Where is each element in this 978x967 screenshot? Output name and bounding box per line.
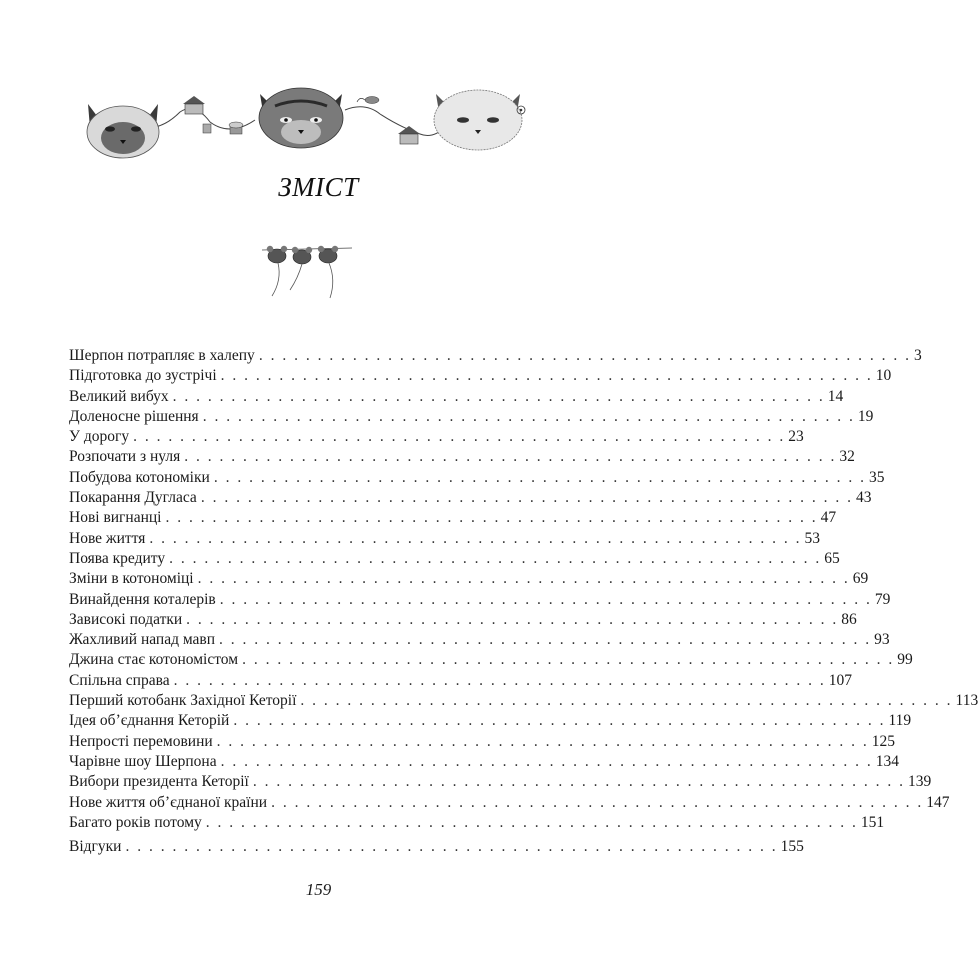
toc-leader-dots: . . . . . . . . . . . . . . . . . . . . . . . . . . . . . . . . . . . . . . . . . . . . . . . . . . . . . . . .	[216, 732, 869, 750]
toc-leader-dots: . . . . . . . . . . . . . . . . . . . . . . . . . . . . . . . . . . . . . . . . . . . . . . . . . . . . . . . .	[220, 752, 873, 770]
toc-leader-dots: . . . . . . . . . . . . . . . . . . . . . . . . . . . . . . . . . . . . . . . . . . . . . . . . . . . . . . . .	[233, 712, 886, 730]
toc-entry	[69, 752, 899, 772]
toc-entry	[69, 650, 913, 670]
toc-leader-dots: . . . . . . . . . . . . . . . . . . . . . . . . . . . . . . . . . . . . . . . . . . . . . . . . . . . . . . . .	[169, 549, 822, 567]
toc-entry	[69, 427, 804, 447]
toc-entry-page: 119	[888, 712, 912, 730]
toc-entry	[69, 711, 912, 731]
toc-entry-page: 134	[875, 752, 899, 770]
toc-leader-dots: . . . . . . . . . . . . . . . . . . . . . . . . . . . . . . . . . . . . . . . . . . . . . . . . . . . . . . . .	[242, 651, 895, 669]
toc-entry	[69, 529, 821, 549]
toc-entry-page: 69	[852, 570, 869, 588]
toc-entry-title: Жахливий напад мавп	[69, 631, 216, 649]
toc-entry-page: 99	[897, 651, 913, 669]
toc-entry-title: Вибори президента Кеторії	[69, 773, 249, 791]
table-of-contents	[69, 346, 978, 857]
toc-entry-title: Нове життя	[69, 529, 146, 547]
jar-icon	[203, 124, 211, 133]
toc-entry	[69, 488, 872, 508]
toc-entry	[69, 691, 978, 711]
cake-icon	[229, 122, 243, 134]
toc-entry-title: Непрості перемовини	[69, 732, 213, 750]
toc-entry	[69, 630, 890, 650]
toc-leader-dots: . . . . . . . . . . . . . . . . . . . . . . . . . . . . . . . . . . . . . . . . . . . . . . . . . . . . . . . .	[173, 671, 826, 689]
toc-leader-dots: . . . . . . . . . . . . . . . . . . . . . . . . . . . . . . . . . . . . . . . . . . . . . . . . . . . . . . . .	[271, 793, 924, 811]
toc-entry-title: Доленосне рішення	[69, 407, 199, 425]
cats-garland-illustration	[80, 82, 550, 162]
toc-entry	[69, 346, 922, 366]
toc-leader-dots: . . . . . . . . . . . . . . . . . . . . . . . . . . . . . . . . . . . . . . . . . . . . . . . . . . . . . . . .	[184, 448, 837, 466]
toc-leader-dots: . . . . . . . . . . . . . . . . . . . . . . . . . . . . . . . . . . . . . . . . . . . . . . . . . . . . . . . .	[205, 813, 858, 831]
toc-entry-title: Спільна справа	[69, 671, 170, 689]
toc-entry	[69, 732, 896, 752]
toc-entry	[69, 772, 932, 792]
toc-leader-dots: . . . . . . . . . . . . . . . . . . . . . . . . . . . . . . . . . . . . . . . . . . . . . . . . . . . . . . . .	[213, 468, 866, 486]
toc-entry-title: Відгуки	[69, 838, 122, 856]
toc-entry-page: 10	[875, 367, 892, 385]
toc-entry-page: 107	[828, 671, 852, 689]
toc-entry-page: 3	[913, 347, 922, 364]
toc-entry-page: 23	[788, 428, 804, 446]
toc-entry	[69, 366, 892, 386]
toc-entry-title: Великий вибух	[69, 387, 169, 405]
toc-entry-page: 93	[874, 631, 890, 649]
toc-leader-dots: . . . . . . . . . . . . . . . . . . . . . . . . . . . . . . . . . . . . . . . . . . . . . . . . . . . . . . . .	[149, 529, 802, 547]
tabby-cat-icon	[259, 88, 343, 148]
toc-entry-page: 53	[804, 529, 821, 547]
toc-entry-page: 113	[955, 692, 978, 710]
house-icon	[398, 126, 420, 144]
toc-entry-title: Перший котобанк Західної Кеторії	[69, 692, 297, 710]
toc-entry-page: 14	[827, 387, 844, 405]
toc-entry	[69, 387, 844, 407]
toc-entry-page: 125	[871, 732, 896, 750]
page-number: 159	[305, 880, 332, 899]
toc-entry	[69, 508, 837, 528]
toc-leader-dots: . . . . . . . . . . . . . . . . . . . . . . . . . . . . . . . . . . . . . . . . . . . . . . . . . . . . . . . .	[300, 692, 953, 710]
toc-entry-title: Шерпон потрапляє в халепу	[69, 347, 255, 364]
mouse-icon	[318, 246, 338, 298]
house-icon	[183, 96, 205, 114]
toc-entry-title: Джина стає котономістом	[69, 651, 239, 669]
toc-entry-page: 19	[857, 407, 874, 425]
toc-entry-title: Зміни в котономіці	[69, 570, 194, 588]
toc-leader-dots: . . . . . . . . . . . . . . . . . . . . . . . . . . . . . . . . . . . . . . . . . . . . . . . . . . . . . . . .	[125, 838, 778, 856]
toc-entry	[69, 610, 857, 630]
toc-leader-dots: . . . . . . . . . . . . . . . . . . . . . . . . . . . . . . . . . . . . . . . . . . . . . . . . . . . . . . . .	[202, 407, 855, 425]
toc-leader-dots: . . . . . . . . . . . . . . . . . . . . . . . . . . . . . . . . . . . . . . . . . . . . . . . . . . . . . . . .	[219, 631, 872, 649]
toc-entry-title: Нове життя об’єднаної країни	[69, 793, 268, 811]
toc-entry	[69, 793, 950, 813]
mice-illustration	[252, 238, 362, 300]
toc-entry-title: Нові вигнанці	[69, 509, 162, 527]
toc-leader-dots: . . . . . . . . . . . . . . . . . . . . . . . . . . . . . . . . . . . . . . . . . . . . . . . . . . . . . . . .	[200, 489, 853, 507]
toc-leader-dots: . . . . . . . . . . . . . . . . . . . . . . . . . . . . . . . . . . . . . . . . . . . . . . . . . . . . . . . .	[258, 347, 911, 364]
toc-leader-dots: . . . . . . . . . . . . . . . . . . . . . . . . . . . . . . . . . . . . . . . . . . . . . . . . . . . . . . . .	[186, 610, 839, 628]
toc-entry-title: Побудова котономіки	[69, 468, 210, 486]
toc-entry-page: 35	[868, 468, 885, 486]
toc-leader-dots: . . . . . . . . . . . . . . . . . . . . . . . . . . . . . . . . . . . . . . . . . . . . . . . . . . . . . . . .	[219, 590, 872, 608]
toc-entry-title: Підготовка до зустрічі	[69, 367, 217, 385]
toc-entry-title: Чарівне шоу Шерпона	[69, 752, 217, 770]
toc-entry	[69, 468, 885, 488]
toc-entry-title: Винайдення коталерів	[69, 590, 216, 608]
toc-entry-title: У дорогу	[69, 428, 130, 446]
toc-entry-title: Багато років потому	[69, 813, 202, 831]
toc-leader-dots: . . . . . . . . . . . . . . . . . . . . . . . . . . . . . . . . . . . . . . . . . . . . . . . . . . . . . . . .	[165, 509, 818, 527]
toc-entry-page: 79	[874, 590, 891, 608]
toc-leader-dots: . . . . . . . . . . . . . . . . . . . . . . . . . . . . . . . . . . . . . . . . . . . . . . . . . . . . . . . .	[252, 773, 905, 791]
toc-entry-title: Розпочати з нуля	[69, 448, 181, 466]
toc-leader-dots: . . . . . . . . . . . . . . . . . . . . . . . . . . . . . . . . . . . . . . . . . . . . . . . . . . . . . . . .	[172, 387, 825, 405]
toc-entry-page: 43	[855, 489, 872, 507]
toc-entry	[69, 549, 840, 569]
toc-leader-dots: . . . . . . . . . . . . . . . . . . . . . . . . . . . . . . . . . . . . . . . . . . . . . . . . . . . . . . . .	[133, 428, 786, 446]
mouse-icon	[267, 246, 287, 296]
toc-entry-page: 155	[780, 838, 804, 856]
toc-entry	[69, 671, 852, 691]
toc-entry	[69, 837, 804, 857]
toc-entry-page: 139	[907, 773, 932, 791]
page-title: ЗМІСТ	[278, 172, 359, 202]
toc-entry-page: 65	[824, 549, 840, 567]
toc-entry	[69, 407, 874, 427]
toc-entry-title: Ідея об’єднання Кеторій	[69, 712, 230, 730]
toc-leader-dots: . . . . . . . . . . . . . . . . . . . . . . . . . . . . . . . . . . . . . . . . . . . . . . . . . . . . . . . .	[197, 570, 850, 588]
toc-entry-page: 86	[841, 610, 857, 628]
toc-entry-page: 47	[820, 509, 837, 527]
fluffy-cat-icon	[434, 90, 522, 150]
toc-entry-title: Зависокі податки	[69, 610, 183, 628]
toc-entry-title: Поява кредиту	[69, 549, 166, 567]
mouse-icon	[357, 97, 379, 104]
toc-entry-page: 32	[839, 448, 855, 466]
toc-entry	[69, 569, 869, 589]
toc-entry	[69, 447, 855, 467]
toc-entry-page: 147	[926, 793, 950, 811]
toc-leader-dots: . . . . . . . . . . . . . . . . . . . . . . . . . . . . . . . . . . . . . . . . . . . . . . . . . . . . . . . .	[220, 367, 873, 385]
toc-entry-title: Покарання Дугласа	[69, 489, 197, 507]
siamese-cat-icon	[87, 104, 159, 158]
toc-entry-page: 151	[860, 813, 885, 831]
toc-entry	[69, 813, 885, 833]
mouse-icon	[290, 247, 312, 290]
toc-entry	[69, 590, 891, 610]
